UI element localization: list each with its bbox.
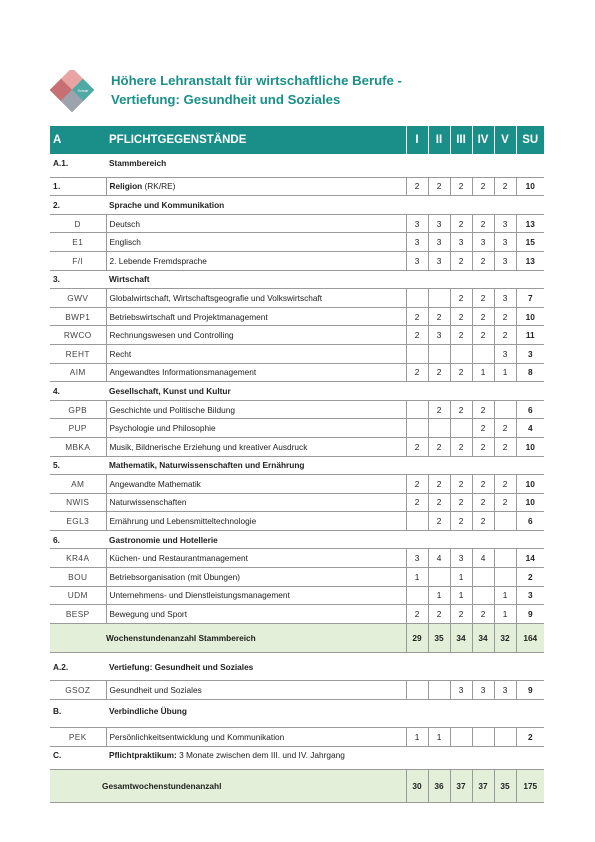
hours-year-3: 2	[450, 214, 472, 233]
subject-name-text: Rechnungswesen und Controlling	[109, 330, 234, 341]
subject-row	[50, 344, 544, 363]
table-header-row	[50, 126, 544, 154]
subject-name-text: Globalwirtschaft, Wirtschaftsgeografie und Volkswirtschaft	[109, 292, 323, 303]
subject-row	[50, 605, 544, 624]
hours-year-1	[406, 400, 428, 419]
subject-row	[50, 177, 544, 196]
hours-year-2: 2	[428, 493, 450, 512]
subject-code: KR4A	[50, 549, 106, 568]
subject-code: RWCO	[50, 326, 106, 345]
subject-name-text: Küchen- und Restaurantmanagement	[109, 553, 248, 564]
subject-code: NWIS	[50, 493, 106, 512]
hours-year-1: 3	[406, 549, 428, 568]
hours-year-1: 2	[406, 605, 428, 624]
hours-year-2	[428, 289, 450, 308]
hours-sum: 9	[516, 605, 544, 624]
subject-name-text: Gesundheit und Soziales	[109, 685, 202, 696]
subject-code: GSOZ	[50, 681, 106, 700]
school-logo	[50, 70, 94, 114]
hours-year-1	[406, 586, 428, 605]
subject-name-text: Geschichte und Politische Bildung	[109, 404, 235, 415]
title-line-1: Höhere Lehranstalt für wirtschaftliche Berufe -	[111, 73, 402, 88]
hours-sum: 8	[516, 363, 544, 382]
hours-year-4	[472, 568, 494, 587]
subject-code: D	[50, 214, 106, 233]
subject-name	[106, 493, 406, 512]
hours-year-2: 2	[428, 512, 450, 531]
total-sum: 164	[516, 623, 544, 652]
hours-year-1	[406, 419, 428, 438]
section-row	[50, 456, 544, 475]
section-title-text: Sprache und Kommunikation	[109, 199, 225, 210]
subject-row	[50, 419, 544, 438]
hours-year-2: 3	[428, 233, 450, 252]
subject-code: PUP	[50, 419, 106, 438]
hours-year-5: 3	[494, 344, 516, 363]
hours-year-4: 2	[472, 512, 494, 531]
hours-year-5: 2	[494, 419, 516, 438]
hours-year-3	[450, 419, 472, 438]
hours-year-2: 4	[428, 549, 450, 568]
section-title	[106, 746, 544, 764]
section-title	[106, 700, 544, 723]
hours-year-2	[428, 568, 450, 587]
section-row	[50, 530, 544, 549]
total-year-1: 29	[406, 623, 428, 652]
hours-year-3: 2	[450, 605, 472, 624]
hours-sum: 15	[516, 233, 544, 252]
section-title-text: Mathematik, Naturwissenschaften und Ernährung	[109, 460, 305, 471]
hours-sum: 3	[516, 344, 544, 363]
section-title-text: Gastronomie und Hotellerie	[109, 534, 218, 545]
subject-code: GPB	[50, 400, 106, 419]
hours-year-3: 2	[450, 363, 472, 382]
total-row	[50, 623, 544, 652]
subject-name-text: 2. Lebende Fremdsprache	[109, 255, 207, 266]
section-row	[50, 746, 544, 764]
subject-code: 1.	[50, 177, 106, 196]
hours-year-3: 1	[450, 568, 472, 587]
hours-year-4: 2	[472, 177, 494, 196]
section-number: 3.	[50, 270, 106, 289]
hours-year-2	[428, 681, 450, 700]
hours-sum: 3	[516, 586, 544, 605]
hours-sum: 14	[516, 549, 544, 568]
document-header	[50, 66, 550, 116]
section-title-text: Pflichtpraktikum:	[109, 750, 177, 761]
total-year-4: 37	[472, 770, 494, 803]
section-title	[106, 154, 544, 172]
hours-year-2: 3	[428, 251, 450, 270]
hours-sum: 2	[516, 568, 544, 587]
hours-year-1: 1	[406, 728, 428, 747]
subject-name-text: Persönlichkeitsentwicklung und Kommunikation	[109, 731, 285, 742]
section-title	[106, 270, 544, 289]
hours-sum: 4	[516, 419, 544, 438]
subject-name-text: Betriebsorganisation (mit Übungen)	[109, 571, 241, 582]
total-year-2: 35	[428, 623, 450, 652]
subject-row	[50, 363, 544, 382]
hours-year-5: 3	[494, 251, 516, 270]
section-number: 6.	[50, 530, 106, 549]
subject-row	[50, 214, 544, 233]
section-title-text: Wirtschaft	[109, 274, 150, 285]
hours-year-5	[494, 512, 516, 531]
hours-year-1: 2	[406, 475, 428, 494]
subject-name-text: Angewandtes Informationsmanagement	[109, 367, 257, 378]
total-year-3: 37	[450, 770, 472, 803]
hours-year-1: 2	[406, 363, 428, 382]
hours-year-5: 1	[494, 363, 516, 382]
subject-name-text: Religion	[109, 181, 143, 192]
hours-year-4: 2	[472, 289, 494, 308]
hours-sum: 2	[516, 728, 544, 747]
hours-year-5: 2	[494, 475, 516, 494]
subject-row	[50, 289, 544, 308]
title-line-2: Vertiefung: Gesundheit und Soziales	[111, 92, 341, 107]
subject-name	[106, 289, 406, 308]
subject-name-note: (RK/RE)	[144, 181, 176, 192]
curriculum-table	[50, 126, 544, 803]
subject-name-text: Unternehmens- und Dienstleistungsmanagement	[109, 590, 290, 601]
section-title-text: Verbindliche Übung	[109, 706, 187, 717]
hours-year-3: 2	[450, 493, 472, 512]
subject-name	[106, 214, 406, 233]
hours-year-2: 1	[428, 586, 450, 605]
hours-year-3: 1	[450, 586, 472, 605]
total-year-5: 35	[494, 770, 516, 803]
hours-year-4: 1	[472, 363, 494, 382]
hours-year-1	[406, 681, 428, 700]
subject-row	[50, 400, 544, 419]
subject-row	[50, 251, 544, 270]
subject-code: EGL3	[50, 512, 106, 531]
hours-year-2	[428, 344, 450, 363]
subject-name-text: Betriebswirtschaft und Projektmanagement	[109, 311, 268, 322]
hours-year-3: 3	[450, 681, 472, 700]
section-note: 3 Monate zwischen dem III. und IV. Jahrgang	[179, 750, 345, 761]
year-1-header: I	[406, 126, 428, 154]
subject-code: BWP1	[50, 307, 106, 326]
subject-name	[106, 605, 406, 624]
hours-year-1: 2	[406, 437, 428, 456]
subject-row	[50, 568, 544, 587]
subject-name	[106, 400, 406, 419]
hours-sum: 10	[516, 437, 544, 456]
hours-year-5: 3	[494, 681, 516, 700]
subject-name	[106, 437, 406, 456]
subject-name	[106, 177, 406, 196]
hours-year-4: 2	[472, 251, 494, 270]
subject-name	[106, 344, 406, 363]
subject-name-text: Naturwissenschaften	[109, 497, 187, 508]
subject-name	[106, 475, 406, 494]
hours-year-4: 2	[472, 493, 494, 512]
hours-year-4	[472, 586, 494, 605]
hours-year-4: 2	[472, 605, 494, 624]
subject-name	[106, 586, 406, 605]
section-number: 2.	[50, 196, 106, 215]
hours-year-4: 3	[472, 681, 494, 700]
total-label: Wochenstundenanzahl Stammbereich	[50, 623, 406, 652]
subject-name-text: Recht	[109, 348, 132, 359]
hours-year-4: 2	[472, 214, 494, 233]
subject-row	[50, 307, 544, 326]
hours-year-3: 2	[450, 437, 472, 456]
subject-row	[50, 728, 544, 747]
subject-name	[106, 419, 406, 438]
hours-year-4: 2	[472, 419, 494, 438]
section-row	[50, 154, 544, 172]
subject-name	[106, 363, 406, 382]
subject-name-text: Psychologie und Philosophie	[109, 423, 216, 434]
subject-name-text: Musik, Bildnerische Erziehung und kreativer Ausdruck	[109, 441, 308, 452]
subject-name	[106, 512, 406, 531]
hours-year-1: 2	[406, 326, 428, 345]
hours-year-5: 2	[494, 307, 516, 326]
hours-year-4: 2	[472, 400, 494, 419]
subject-row	[50, 512, 544, 531]
year-4-header: IV	[472, 126, 494, 154]
hours-year-4: 2	[472, 475, 494, 494]
subject-code: BESP	[50, 605, 106, 624]
hours-year-5	[494, 568, 516, 587]
subject-name-text: Deutsch	[109, 218, 140, 229]
hours-year-5	[494, 549, 516, 568]
subject-name	[106, 549, 406, 568]
subject-row	[50, 475, 544, 494]
hours-year-2: 2	[428, 475, 450, 494]
hours-year-5: 2	[494, 437, 516, 456]
section-row	[50, 270, 544, 289]
subject-name	[106, 307, 406, 326]
hours-year-5: 3	[494, 233, 516, 252]
section-row	[50, 196, 544, 215]
subject-row	[50, 437, 544, 456]
year-5-header: V	[494, 126, 516, 154]
subject-code: UDM	[50, 586, 106, 605]
subject-name-text: Angewandte Mathematik	[109, 478, 201, 489]
hours-year-3: 2	[450, 475, 472, 494]
section-title	[106, 196, 544, 215]
hours-year-2: 3	[428, 214, 450, 233]
col-a-header: A	[50, 126, 106, 154]
subject-row	[50, 681, 544, 700]
hours-year-1: 2	[406, 493, 428, 512]
subject-name-text: Englisch	[109, 237, 141, 248]
hours-year-5: 3	[494, 214, 516, 233]
section-row	[50, 700, 544, 723]
hours-year-4: 2	[472, 326, 494, 345]
hours-year-2: 3	[428, 326, 450, 345]
hours-sum: 13	[516, 251, 544, 270]
subject-code: MBKA	[50, 437, 106, 456]
hours-year-2: 1	[428, 728, 450, 747]
section-number: 5.	[50, 456, 106, 475]
subject-name-text: Ernährung und Lebensmitteltechnologie	[109, 516, 257, 527]
total-year-2: 36	[428, 770, 450, 803]
hours-year-2: 2	[428, 307, 450, 326]
section-title	[106, 456, 544, 475]
subject-row	[50, 493, 544, 512]
subject-name	[106, 326, 406, 345]
section-number: A.2.	[53, 661, 69, 672]
subject-name	[106, 728, 406, 747]
col-title-header: PFLICHTGEGENSTÄNDE	[106, 126, 406, 154]
hours-year-5: 1	[494, 605, 516, 624]
subject-code: AIM	[50, 363, 106, 382]
subject-code: BOU	[50, 568, 106, 587]
hours-year-3: 2	[450, 251, 472, 270]
hours-sum: 13	[516, 214, 544, 233]
subject-name	[106, 568, 406, 587]
hours-year-3	[450, 344, 472, 363]
hours-year-1	[406, 344, 428, 363]
section-title	[106, 382, 544, 401]
total-row	[50, 770, 544, 803]
hours-year-3: 2	[450, 307, 472, 326]
hours-year-5: 3	[494, 289, 516, 308]
hours-sum: 6	[516, 512, 544, 531]
hours-year-5: 2	[494, 177, 516, 196]
hours-year-5: 2	[494, 326, 516, 345]
hours-year-1: 3	[406, 251, 428, 270]
subject-name	[106, 251, 406, 270]
hours-sum: 7	[516, 289, 544, 308]
year-2-header: II	[428, 126, 450, 154]
total-sum: 175	[516, 770, 544, 803]
hours-year-1: 3	[406, 233, 428, 252]
section-number: A.1.	[53, 157, 69, 168]
subject-row	[50, 326, 544, 345]
section-title	[106, 530, 544, 549]
hours-year-5	[494, 728, 516, 747]
hours-year-5: 1	[494, 586, 516, 605]
hours-year-4	[472, 344, 494, 363]
hours-year-2: 2	[428, 400, 450, 419]
subject-row	[50, 586, 544, 605]
subject-code: GWV	[50, 289, 106, 308]
hours-year-1: 3	[406, 214, 428, 233]
hours-year-2: 2	[428, 437, 450, 456]
hours-year-5: 2	[494, 493, 516, 512]
section-title-text: Vertiefung: Gesundheit und Soziales	[109, 661, 254, 672]
hours-year-2: 2	[428, 177, 450, 196]
section-title-text: Stammbereich	[109, 157, 167, 168]
subject-name-text: Bewegung und Sport	[109, 609, 187, 620]
hours-year-4: 2	[472, 307, 494, 326]
su-header: SU	[516, 126, 544, 154]
hours-year-5	[494, 400, 516, 419]
total-year-4: 34	[472, 623, 494, 652]
hours-sum: 10	[516, 493, 544, 512]
section-title	[106, 658, 544, 676]
hours-year-1	[406, 289, 428, 308]
section-number: 4.	[50, 382, 106, 401]
subject-name	[106, 233, 406, 252]
hours-year-3: 2	[450, 400, 472, 419]
total-label: Gesamtwochenstundenanzahl	[50, 770, 406, 803]
hours-sum: 10	[516, 177, 544, 196]
subject-row	[50, 233, 544, 252]
year-3-header: III	[450, 126, 472, 154]
hours-year-3	[450, 728, 472, 747]
hours-year-3: 3	[450, 233, 472, 252]
hours-year-3: 2	[450, 326, 472, 345]
hours-year-4: 3	[472, 233, 494, 252]
hours-sum: 10	[516, 475, 544, 494]
subject-code: REHT	[50, 344, 106, 363]
total-year-5: 32	[494, 623, 516, 652]
total-year-3: 34	[450, 623, 472, 652]
logo-text: Schule	[77, 89, 89, 93]
hours-year-1: 2	[406, 177, 428, 196]
hours-sum: 10	[516, 307, 544, 326]
document-title	[111, 71, 402, 109]
section-row	[50, 658, 544, 676]
hours-year-3: 2	[450, 512, 472, 531]
subject-code: E1	[50, 233, 106, 252]
hours-year-4: 4	[472, 549, 494, 568]
hours-year-2: 2	[428, 363, 450, 382]
section-number: C.	[50, 746, 106, 764]
hours-year-3: 2	[450, 289, 472, 308]
hours-year-4	[472, 728, 494, 747]
hours-year-1: 1	[406, 568, 428, 587]
subject-row	[50, 549, 544, 568]
hours-year-2	[428, 419, 450, 438]
hours-year-3: 2	[450, 177, 472, 196]
section-title-text: Gesellschaft, Kunst und Kultur	[109, 385, 231, 396]
section-number: B.	[50, 700, 106, 723]
hours-sum: 9	[516, 681, 544, 700]
hours-year-4: 2	[472, 437, 494, 456]
hours-sum: 11	[516, 326, 544, 345]
subject-code: F/I	[50, 251, 106, 270]
hours-year-2: 2	[428, 605, 450, 624]
subject-name	[106, 681, 406, 700]
hours-year-3: 3	[450, 549, 472, 568]
total-year-1: 30	[406, 770, 428, 803]
section-row	[50, 382, 544, 401]
hours-year-1	[406, 512, 428, 531]
hours-sum: 6	[516, 400, 544, 419]
hours-year-1: 2	[406, 307, 428, 326]
subject-code: PEK	[50, 728, 106, 747]
subject-code: AM	[50, 475, 106, 494]
